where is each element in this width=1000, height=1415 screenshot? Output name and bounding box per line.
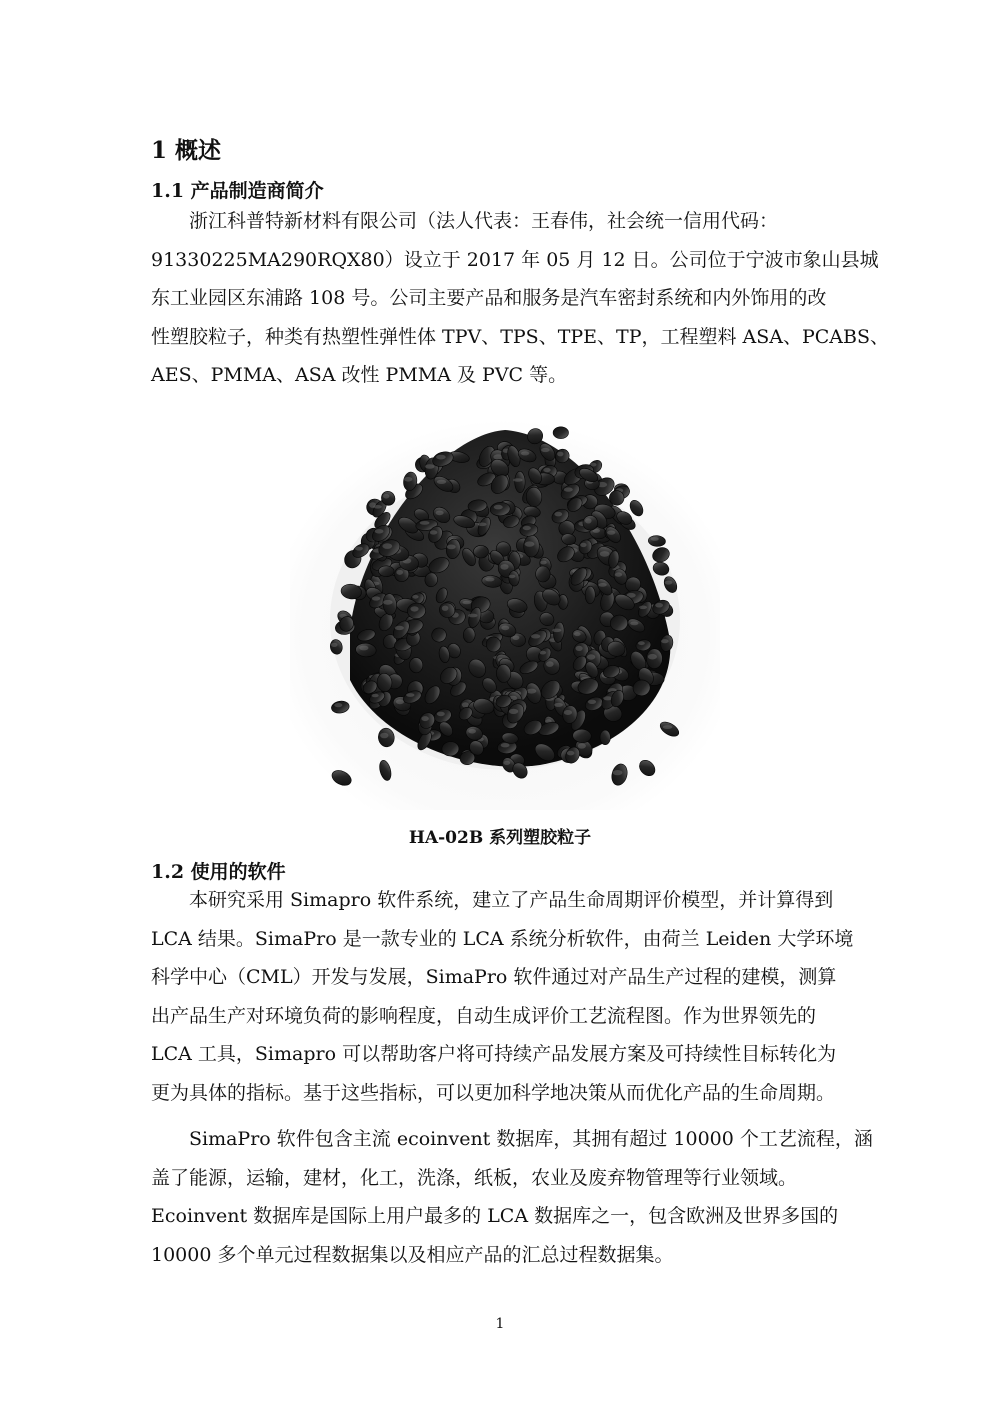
page-number: 1 (495, 1316, 505, 1332)
pellet-highlight (485, 577, 494, 581)
pellet-highlight (355, 547, 363, 551)
pellet (378, 566, 394, 577)
pellet-highlight (552, 629, 561, 633)
manufacturer-intro-paragraph (151, 202, 889, 395)
pellet-highlight (382, 543, 392, 549)
pellet-highlight (598, 583, 606, 587)
pellet-highlight (521, 451, 529, 455)
section-1-1-heading: 1.1 产品制造商简介 (151, 180, 324, 202)
pellet-highlight (540, 651, 547, 655)
paragraph-line: 浙江科普特新材料有限公司（法人代表：王春伟，社会统一信用代码： (189, 210, 779, 232)
software-paragraph-1 (151, 881, 854, 1112)
pellet-highlight (410, 606, 418, 611)
pellet-highlight (613, 770, 623, 775)
pellet-highlight (651, 537, 659, 541)
paragraph-line: Ecoinvent 数据库是国际上用户最多的 LCA 数据库之一，包含欧洲及世界多国的 (151, 1205, 839, 1227)
figure-caption: HA-02B 系列塑胶粒子 (408, 828, 592, 848)
pellet-highlight (436, 455, 446, 460)
pellet-highlight (372, 596, 381, 600)
pellet-highlight (661, 639, 669, 643)
pellet-highlight (395, 626, 404, 630)
pellet-highlight (554, 512, 562, 517)
pellet-highlight (580, 543, 586, 547)
pellet-highlight (380, 733, 388, 739)
pellet-highlight (600, 551, 610, 557)
pellet-highlight (567, 751, 575, 756)
pellet-highlight (421, 716, 428, 721)
paragraph-line: SimaPro 软件包含主流 ecoinvent 数据库，其拥有超过 10000 个工艺流程，涵 (189, 1128, 873, 1150)
pellet (535, 566, 550, 582)
pellet (553, 427, 568, 439)
pellet-highlight (546, 661, 554, 667)
pellet (600, 730, 610, 745)
pellet-highlight (607, 531, 615, 535)
pellet-highlight (406, 693, 414, 697)
pellet-highlight (503, 761, 510, 765)
pellet-highlight (501, 743, 510, 747)
pellet (585, 586, 595, 604)
pellet-highlight (468, 614, 477, 618)
pellet-highlight (564, 710, 572, 715)
pellet-highlight (588, 700, 596, 704)
pellet (496, 664, 511, 683)
paragraph-line: LCA 结果。SimaPro 是一款专业的 LCA 系统分析软件，由荷兰 Leiden 大学环境 (151, 927, 854, 950)
pellet-highlight (396, 699, 404, 704)
pellet-highlight (509, 575, 516, 579)
pellet (409, 657, 423, 673)
pellet-highlight (442, 606, 449, 611)
pellet-highlight (630, 622, 638, 626)
pellet-highlight (372, 694, 379, 698)
pellet-highlight (396, 570, 403, 575)
pellet-highlight (425, 464, 435, 469)
pellet-highlight (663, 725, 672, 729)
pellet-highlight (334, 703, 342, 707)
paragraph-line: 出产品生产对环境负荷的影响程度，自动生成评价工艺流程图。作为世界领先的 (151, 1004, 817, 1027)
software-paragraph-2 (151, 1120, 873, 1274)
pellet-highlight (585, 518, 592, 523)
section-1-2-heading: 1.2 使用的软件 (151, 861, 286, 883)
plastic-pellets-image (290, 420, 720, 810)
pellet-highlight (437, 480, 446, 484)
pellet-highlight (603, 696, 612, 700)
paragraph-line: 本研究采用 Simapro 软件系统，建立了产品生命周期评价模型，并计算得到 (189, 889, 834, 911)
pellet-highlight (525, 541, 535, 546)
pellet-highlight (359, 646, 368, 651)
pellet-highlight (494, 505, 503, 510)
paragraph-line: 东工业园区东浦路 108 号。公司主要产品和服务是汽车密封系统和内外饰用的改 (151, 287, 827, 309)
paragraph-line: 科学中心（CML）开发与发展，SimaPro 软件通过对产品生产过程的建模，测算 (151, 966, 837, 988)
pellet-highlight (540, 561, 547, 565)
pellet-highlight (420, 521, 430, 525)
paragraph-line: 盖了能源，运输，建材，化工，洗涤，纸板，农业及废弃物管理等行业领域。 (151, 1166, 798, 1189)
pellet-highlight (436, 511, 444, 516)
pellet-highlight (564, 487, 573, 491)
pellet-highlight (509, 709, 518, 714)
pellet-highlight (478, 523, 487, 527)
pellet-highlight (404, 477, 412, 482)
paragraph-line: 91330225MA290RQX80）设立于 2017 年 05 月 12 日。公司位于宁波市象山县城 (151, 248, 879, 271)
pellet-highlight (373, 505, 381, 509)
pellet (515, 471, 526, 493)
pellet-highlight (638, 641, 645, 645)
pellet-highlight (665, 581, 673, 585)
pellet-highlight (574, 632, 581, 636)
pellet-highlight (655, 603, 663, 608)
pellet-highlight (512, 636, 519, 641)
pellet-highlight (468, 729, 476, 734)
pellet-highlight (463, 601, 472, 605)
pellet-highlight (523, 526, 531, 530)
pellet-highlight (513, 478, 523, 482)
pellet-highlight (447, 545, 456, 550)
pellet-highlight (501, 626, 509, 631)
paragraph-line: AES、PMMA、ASA 改性 PMMA 及 PVC 等。 (151, 364, 568, 386)
pellet-highlight (437, 712, 445, 717)
pellet-highlight (527, 689, 537, 694)
pellet-highlight (375, 529, 384, 534)
pellet-highlight (648, 654, 657, 660)
pellet-highlight (543, 468, 550, 472)
pellet-highlight (331, 643, 338, 647)
pellet-highlight (383, 494, 389, 499)
pellet-highlight (500, 564, 508, 570)
pellet-highlight (412, 595, 418, 599)
pellet-highlight (639, 606, 647, 610)
pellet-highlight (554, 703, 563, 707)
pellet-highlight (430, 530, 438, 534)
pellet-highlight (462, 702, 469, 707)
section-1-heading: 1 概述 (151, 137, 222, 164)
paragraph-line: 更为具体的指标。基于这些指标，可以更加科学地决策从而优化产品的生命周期。 (151, 1081, 836, 1104)
pellet-highlight (615, 572, 622, 576)
pellet-highlight (541, 448, 550, 452)
pellet-highlight (383, 600, 393, 605)
paragraph-line: 10000 多个单元过程数据集以及相应产品的汇总过程数据集。 (151, 1243, 674, 1266)
black-plastic-pellets-photo (290, 420, 720, 810)
pellet-highlight (576, 646, 583, 651)
pellet-highlight (531, 634, 540, 638)
paragraph-line: LCA 工具，Simapro 可以帮助客户将可持续产品发展方案及可持续性目标转化为 (151, 1043, 837, 1065)
pellet-highlight (557, 452, 563, 457)
pellet-highlight (578, 743, 586, 748)
pellet-highlight (587, 654, 595, 659)
paragraph-line: 性塑胶粒子，种类有热塑性弹性体 TPV、TPS、TPE、TP，工程塑料 ASA、PCABS、 (151, 325, 889, 348)
